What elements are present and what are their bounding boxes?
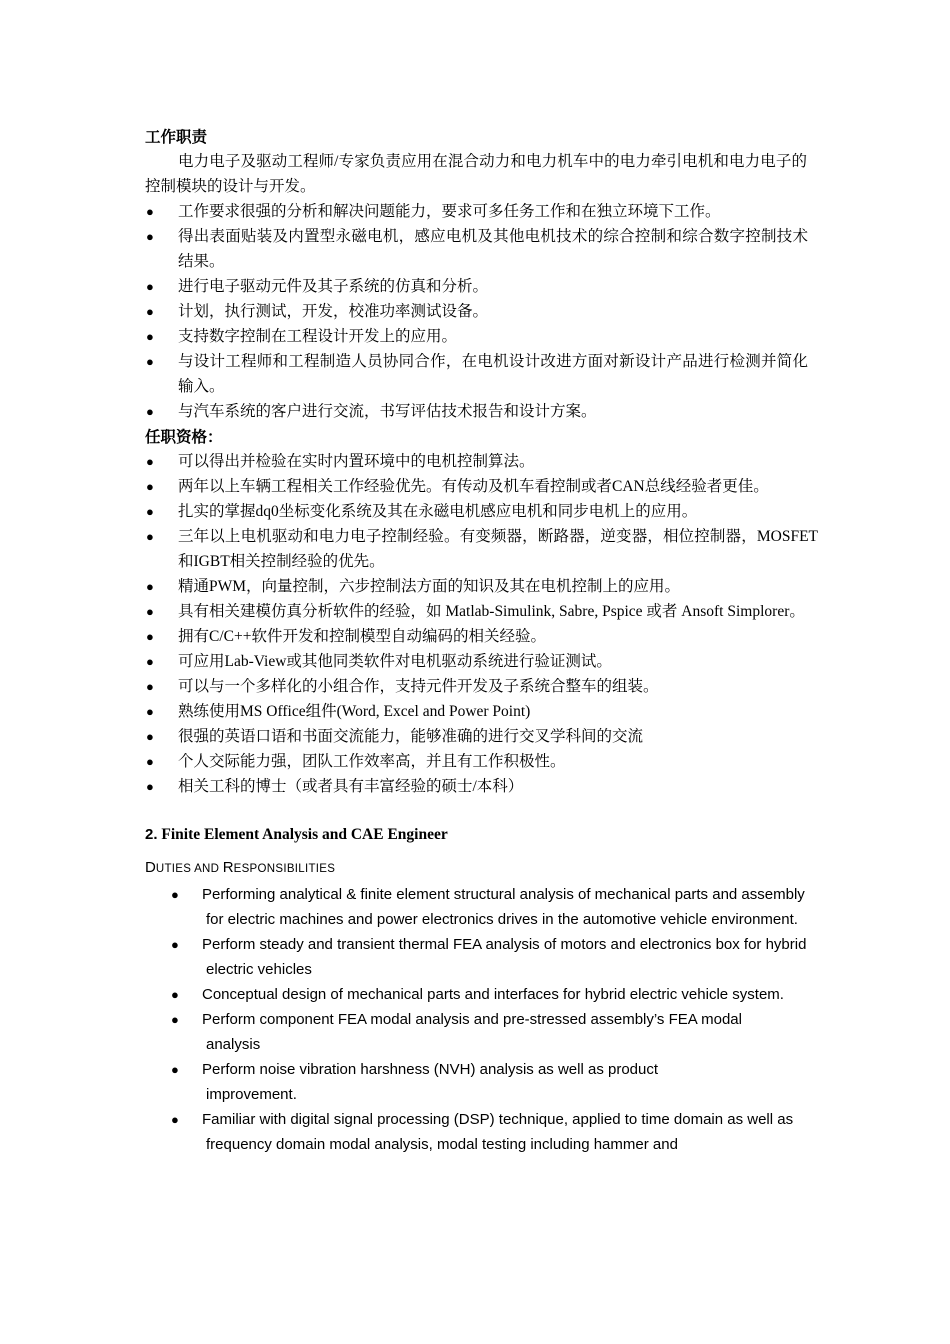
bullet-icon: ● bbox=[146, 404, 154, 419]
list-item: ● Conceptual design of mechanical parts and interfaces for hybrid electric vehicle system. bbox=[202, 982, 812, 1007]
bullet-icon: ● bbox=[146, 754, 154, 769]
bullet-icon: ● bbox=[146, 229, 154, 244]
bullet-icon: ● bbox=[146, 629, 154, 644]
list-item: ● 工作要求很强的分析和解决问题能力，要求可多任务工作和在独立环境下工作。 bbox=[178, 199, 808, 224]
list-item: ● 扎实的掌握dq0坐标变化系统及其在永磁电机感应电机和同步电机上的应用。 bbox=[178, 499, 818, 524]
list-item: ● 很强的英语口语和书面交流能力，能够准确的进行交叉学科间的交流 bbox=[178, 724, 818, 749]
list-item: ● 可以与一个多样化的小组合作，支持元件开发及子系统合整车的组装。 bbox=[178, 674, 818, 699]
bullet-icon: ● bbox=[146, 604, 154, 619]
duties-list-cn bbox=[146, 199, 808, 424]
section-title-text: Finite Element Analysis and CAE Engineer bbox=[161, 826, 448, 843]
section2-title bbox=[145, 822, 448, 847]
list-item: ● Perform steady and transient thermal FEA analysis of motors and electronics box for hybrid electric vehicles bbox=[202, 932, 812, 982]
qualifications-list-cn bbox=[146, 449, 818, 799]
list-item: ● 支持数字控制在工程设计开发上的应用。 bbox=[178, 324, 808, 349]
bullet-icon: ● bbox=[146, 454, 154, 469]
list-item: ● 具有相关建模仿真分析软件的经验，如 Matlab-Simulink, Sabre, Pspice 或者 Ansoft Simplorer。 bbox=[178, 599, 808, 624]
bullet-icon: ● bbox=[171, 1112, 179, 1127]
bullet-icon: ● bbox=[171, 887, 179, 902]
bullet-icon: ● bbox=[146, 704, 154, 719]
bullet-icon: ● bbox=[146, 779, 154, 794]
section-number: 2. bbox=[145, 826, 158, 843]
qualifications-heading-cn: 任职资格： bbox=[145, 429, 223, 446]
list-item: ● 熟练使用MS Office组件(Word, Excel and Power Point) bbox=[178, 699, 818, 724]
list-item: ● Familiar with digital signal processing (DSP) technique, applied to time domain as well as frequency domain modal analysis, modal testing including hammer and bbox=[202, 1107, 812, 1157]
bullet-icon: ● bbox=[146, 654, 154, 669]
bullet-icon: ● bbox=[146, 304, 154, 319]
list-item: ● 三年以上电机驱动和电力电子控制经验。有变频器，断路器，逆变器，相位控制器，MOSFET和IGBT相关控制经验的优先。 bbox=[178, 524, 818, 574]
list-item: ● Perform component FEA modal analysis and pre-stressed assembly’s FEA modal analysis bbox=[202, 1007, 762, 1057]
list-item: ● 可以得出并检验在实时内置环境中的电机控制算法。 bbox=[178, 449, 818, 474]
list-item: ● 拥有C/C++软件开发和控制模型自动编码的相关经验。 bbox=[178, 624, 818, 649]
list-item: ● 个人交际能力强，团队工作效率高，并且有工作积极性。 bbox=[178, 749, 818, 774]
list-item: ● 两年以上车辆工程相关工作经验优先。有传动及机车看控制或者CAN总线经验者更佳。 bbox=[178, 474, 818, 499]
bullet-icon: ● bbox=[146, 529, 154, 544]
bullet-icon: ● bbox=[146, 679, 154, 694]
bullet-icon: ● bbox=[146, 579, 154, 594]
list-item: ● Performing analytical & finite element structural analysis of mechanical parts and assembly for electric machines and power electronics drives in the automotive vehicle environment. bbox=[202, 882, 812, 932]
bullet-icon: ● bbox=[146, 504, 154, 519]
list-item: ● 进行电子驱动元件及其子系统的仿真和分析。 bbox=[178, 274, 808, 299]
bullet-icon: ● bbox=[171, 937, 179, 952]
bullet-icon: ● bbox=[146, 479, 154, 494]
bullet-icon: ● bbox=[146, 729, 154, 744]
bullet-icon: ● bbox=[171, 987, 179, 1002]
list-item: ● Perform noise vibration harshness (NVH) analysis as well as product improvement. bbox=[202, 1057, 722, 1107]
list-item: ● 与设计工程师和工程制造人员协同合作，在电机设计改进方面对新设计产品进行检测并简化输入。 bbox=[178, 349, 808, 399]
list-item: ● 计划，执行测试，开发，校准功率测试设备。 bbox=[178, 299, 808, 324]
list-item: ● 与汽车系统的客户进行交流，书写评估技术报告和设计方案。 bbox=[178, 399, 808, 424]
bullet-icon: ● bbox=[146, 329, 154, 344]
list-item: ● 可应用Lab-View或其他同类软件对电机驱动系统进行验证测试。 bbox=[178, 649, 818, 674]
list-item: ● 相关工科的博士（或者具有丰富经验的硕士/本科） bbox=[178, 774, 818, 799]
list-item: ● 精通PWM，向量控制，六步控制法方面的知识及其在电机控制上的应用。 bbox=[178, 574, 818, 599]
bullet-icon: ● bbox=[171, 1012, 179, 1027]
bullet-icon: ● bbox=[146, 354, 154, 369]
list-item: ● 得出表面贴装及内置型永磁电机，感应电机及其他电机技术的综合控制和综合数字控制技术结果。 bbox=[178, 224, 808, 274]
duties-heading-en: DUTIES AND RESPONSIBILITIES bbox=[145, 859, 336, 876]
duties-heading-cn: 工作职责 bbox=[145, 129, 208, 146]
intro-paragraph: 电力电子及驱动工程师/专家负责应用在混合动力和电力机车中的电力牵引电机和电力电子的控制模块的设计与开发。 bbox=[145, 153, 807, 195]
duties-list-en bbox=[171, 882, 812, 1157]
bullet-icon: ● bbox=[146, 204, 154, 219]
bullet-icon: ● bbox=[146, 279, 154, 294]
bullet-icon: ● bbox=[171, 1062, 179, 1077]
